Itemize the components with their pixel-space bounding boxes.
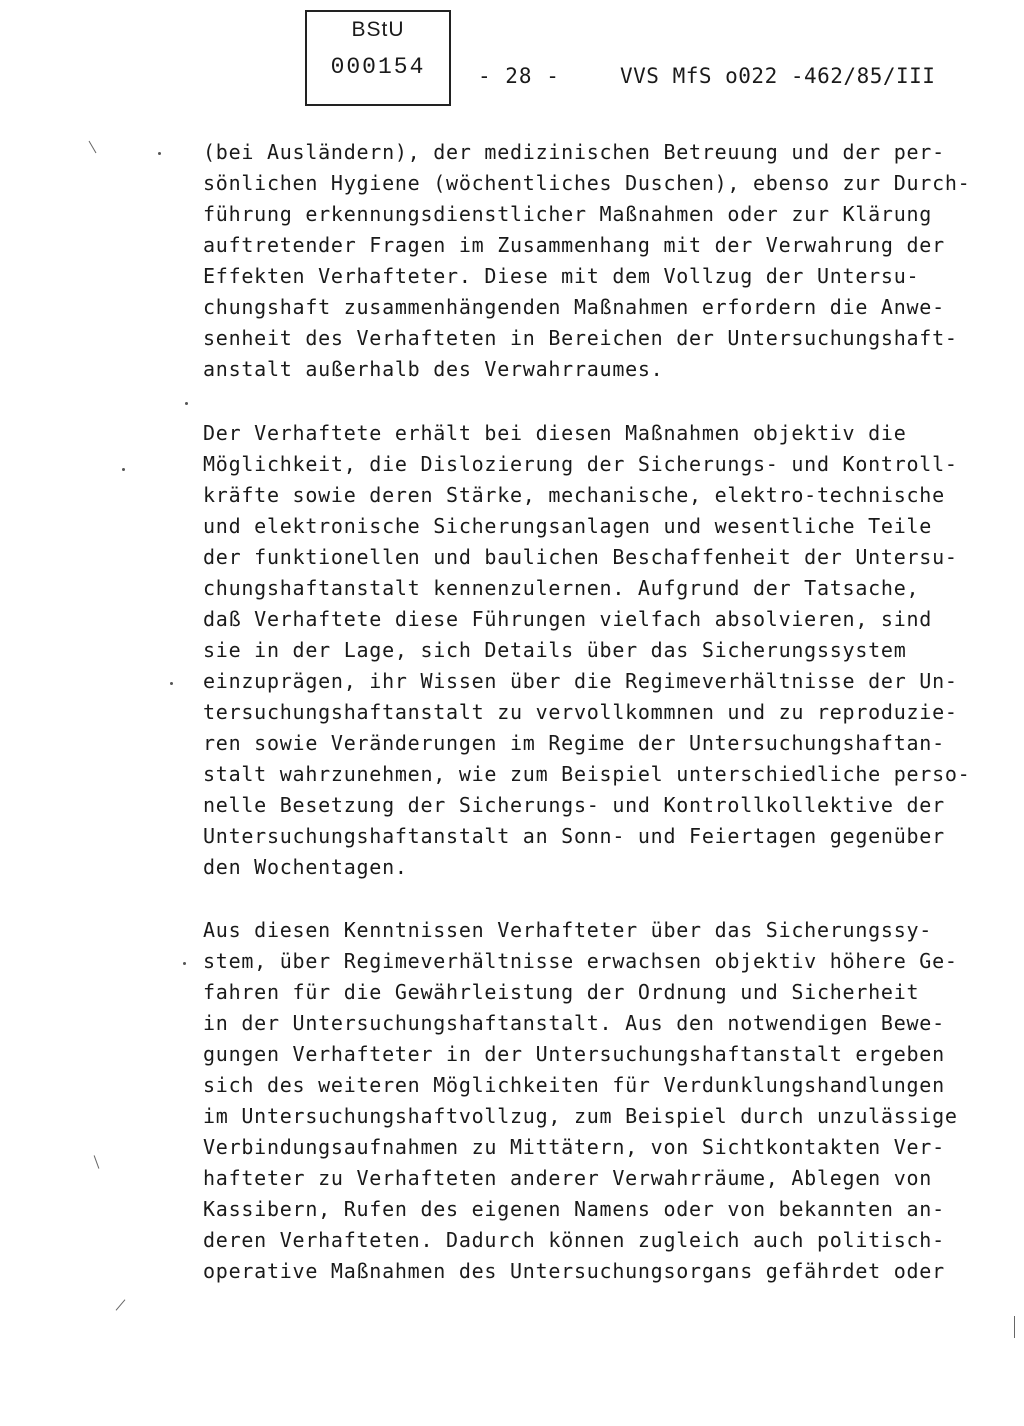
document-reference: VVS MfS o022 -462/85/III: [620, 64, 936, 88]
scan-speck: [158, 152, 161, 155]
text-line: chungshaft zusammenhängenden Maßnahmen erfordern die Anwe-: [203, 295, 945, 319]
text-line: im Untersuchungshaftvollzug, zum Beispiel durch unzulässige: [203, 1104, 958, 1128]
text-line: fahren für die Gewährleistung der Ordnung und Sicherheit: [203, 980, 920, 1004]
archive-stamp: [305, 10, 451, 106]
text-line: tersuchungshaftanstalt zu vervollkommnen und zu reproduzie-: [203, 700, 958, 724]
text-line: Verbindungsaufnahmen zu Mittätern, von Sichtkontakten Ver-: [203, 1135, 945, 1159]
scan-mark: [1014, 1316, 1015, 1338]
text-line: anstalt außerhalb des Verwahrraumes.: [203, 357, 664, 381]
text-line: Kassibern, Rufen des eigenen Namens oder von bekannten an-: [203, 1197, 945, 1221]
text-line: operative Maßnahmen des Untersuchungsorgans gefährdet oder: [203, 1259, 945, 1283]
scan-speck: [170, 682, 173, 685]
text-line: stalt wahrzunehmen, wie zum Beispiel unterschiedliche perso-: [203, 762, 971, 786]
text-line: kräfte sowie deren Stärke, mechanische, elektro-technische: [203, 483, 945, 507]
scan-mark: [94, 1155, 100, 1168]
text-line: daß Verhaftete diese Führungen vielfach absolvieren, sind: [203, 607, 933, 631]
text-line: senheit des Verhafteten in Bereichen der Untersuchungshaft-: [203, 326, 958, 350]
scan-mark: [116, 1299, 126, 1310]
text-line: den Wochentagen.: [203, 855, 408, 879]
text-line: der funktionellen und baulichen Beschaffenheit der Untersu-: [203, 545, 958, 569]
text-line: Effekten Verhafteter. Diese mit dem Vollzug der Untersu-: [203, 264, 920, 288]
text-line: in der Untersuchungshaftanstalt. Aus den notwendigen Bewe-: [203, 1011, 945, 1035]
text-line: sie in der Lage, sich Details über das Sicherungssystem: [203, 638, 907, 662]
text-line: ren sowie Veränderungen im Regime der Untersuchungshaftan-: [203, 731, 945, 755]
scan-speck: [122, 468, 125, 471]
text-line: einzuprägen, ihr Wissen über die Regimeverhältnisse der Un-: [203, 669, 958, 693]
text-line: Aus diesen Kenntnissen Verhafteter über das Sicherungssy-: [203, 918, 933, 942]
text-line: führung erkennungsdienstlicher Maßnahmen oder zur Klärung: [203, 202, 933, 226]
text-line: stem, über Regimeverhältnisse erwachsen objektiv höhere Ge-: [203, 949, 958, 973]
text-line: deren Verhafteten. Dadurch können zugleich auch politisch-: [203, 1228, 945, 1252]
text-line: nelle Besetzung der Sicherungs- und Kontrollkollektive der: [203, 793, 945, 817]
text-line: Der Verhaftete erhält bei diesen Maßnahmen objektiv die: [203, 421, 907, 445]
text-line: hafteter zu Verhafteten anderer Verwahrräume, Ablegen von: [203, 1166, 933, 1190]
page-number: - 28 -: [478, 64, 560, 88]
stamp-number: 000154: [330, 54, 426, 80]
text-line: und elektronische Sicherungsanlagen und wesentliche Teile: [203, 514, 933, 538]
text-line: Untersuchungshaftanstalt an Sonn- und Feiertagen gegenüber: [203, 824, 945, 848]
text-line: chungshaftanstalt kennenzulernen. Aufgrund der Tatsache,: [203, 576, 920, 600]
text-line: sich des weiteren Möglichkeiten für Verdunklungshandlungen: [203, 1073, 945, 1097]
stamp-label: BStU: [351, 18, 405, 41]
text-line: (bei Ausländern), der medizinischen Betreuung und der per-: [203, 140, 945, 164]
scan-speck: [183, 962, 186, 965]
text-line: Möglichkeit, die Dislozierung der Sicherungs- und Kontroll-: [203, 452, 958, 476]
scan-speck: [185, 402, 188, 405]
text-line: gungen Verhafteter in der Untersuchungshaftanstalt ergeben: [203, 1042, 945, 1066]
text-line: sönlichen Hygiene (wöchentliches Duschen), ebenso zur Durch-: [203, 171, 971, 195]
scan-mark: [89, 141, 97, 154]
text-line: auftretender Fragen im Zusammenhang mit der Verwahrung der: [203, 233, 945, 257]
